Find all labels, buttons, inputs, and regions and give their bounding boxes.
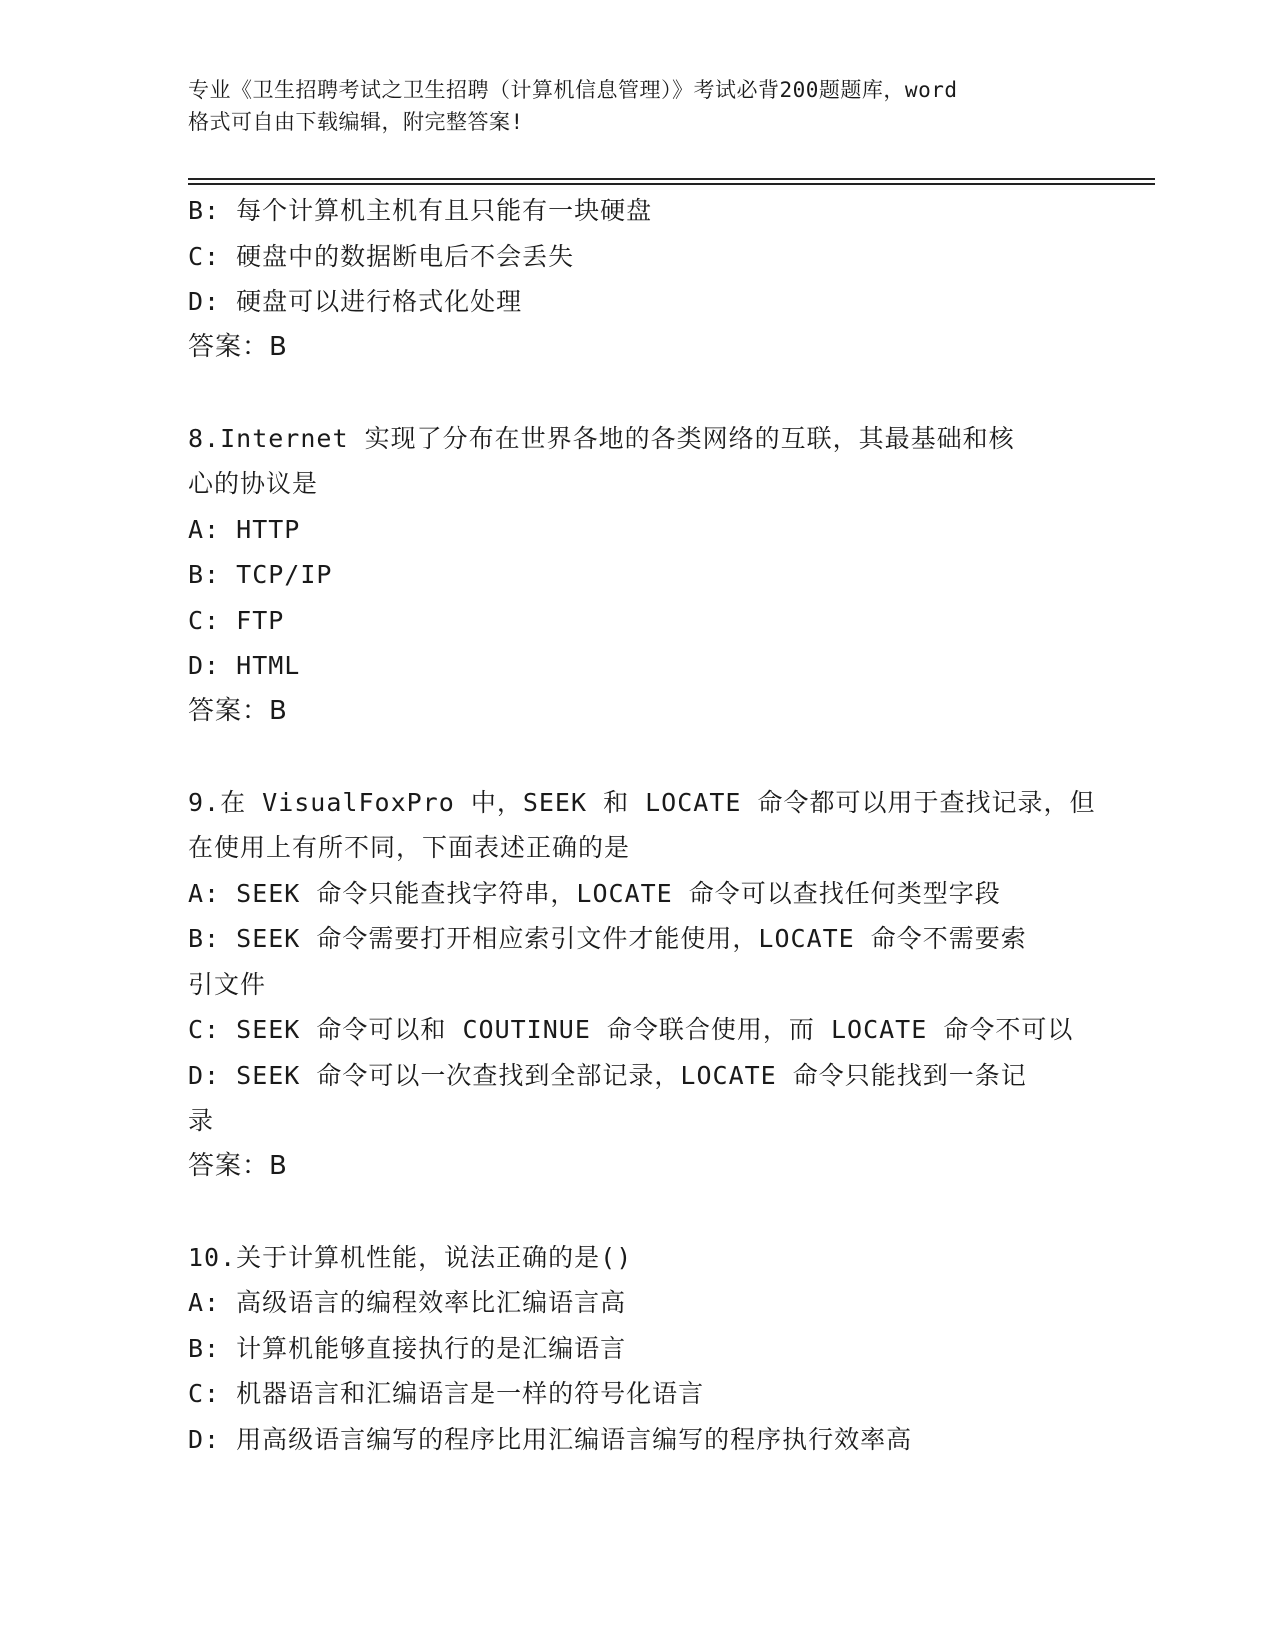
- question-10-block: [188, 1235, 1088, 1463]
- option-b: B: 计算机能够直接执行的是汇编语言: [188, 1333, 627, 1363]
- question-stem-line-1: 8.Internet 实现了分布在世界各地的各类网络的互联，其最基础和核: [188, 423, 1015, 453]
- header-divider-bottom: [188, 183, 1155, 185]
- spacer: [188, 734, 1088, 780]
- option-a: A: HTTP: [188, 514, 301, 544]
- question-stem-line-2: 心的协议是: [188, 469, 319, 498]
- answer-label: 答案：B: [188, 695, 288, 726]
- spacer: [188, 1189, 1088, 1235]
- option-a: A: SEEK 命令只能查找字符串，LOCATE 命令可以查找任何类型字段: [188, 878, 1001, 908]
- spacer: [188, 370, 1088, 416]
- question-8-block: [188, 416, 1088, 735]
- option-c: C: FTP: [188, 605, 285, 635]
- option-c: C: SEEK 命令可以和 COUTINUE 命令联合使用，而 LOCATE 命令不可以: [188, 1015, 1074, 1044]
- question-stem: 10.关于计算机性能，说法正确的是(): [188, 1242, 633, 1272]
- header-line-1: 专业《卫生招聘考试之卫生招聘（计算机信息管理）》考试必背200题题库，word: [188, 78, 958, 102]
- answer-label: 答案：B: [188, 1150, 288, 1181]
- question-stem-line-1: 9.在 VisualFoxPro 中，SEEK 和 LOCATE 命令都可以用于查找记录，但: [188, 787, 1096, 817]
- question-stem-line-2: 在使用上有所不同，下面表述正确的是: [188, 833, 631, 862]
- option-b-line-2: 引文件: [188, 969, 267, 999]
- document-header: [188, 74, 1088, 138]
- option-c: C: 机器语言和汇编语言是一样的符号化语言: [188, 1379, 705, 1408]
- option-a: A: 高级语言的编程效率比汇编语言高: [188, 1288, 627, 1317]
- option-d-line-2: 录: [188, 1106, 215, 1135]
- option-d-line-1: D: SEEK 命令可以一次查找到全部记录，LOCATE 命令只能找到一条记: [188, 1060, 1027, 1090]
- question-9-block: [188, 780, 1096, 1190]
- header-line-2: 格式可自由下载编辑，附完整答案!: [188, 110, 524, 134]
- option-b: B: TCP/IP: [188, 560, 333, 589]
- question-list: [188, 188, 1096, 1462]
- option-c: C: 硬盘中的数据断电后不会丢失: [188, 241, 575, 271]
- option-b: B: 每个计算机主机有且只能有一块硬盘: [188, 196, 653, 225]
- header-divider-top: [188, 178, 1155, 180]
- question-7-block: [188, 188, 1088, 370]
- option-b-line-1: B: SEEK 命令需要打开相应索引文件才能使用，LOCATE 命令不需要索: [188, 924, 1027, 953]
- option-d: D: 用高级语言编写的程序比用汇编语言编写的程序执行效率高: [188, 1424, 913, 1454]
- answer-label: 答案：B: [188, 331, 288, 362]
- option-d: D: HTML: [188, 651, 301, 680]
- option-d: D: 硬盘可以进行格式化处理: [188, 287, 523, 316]
